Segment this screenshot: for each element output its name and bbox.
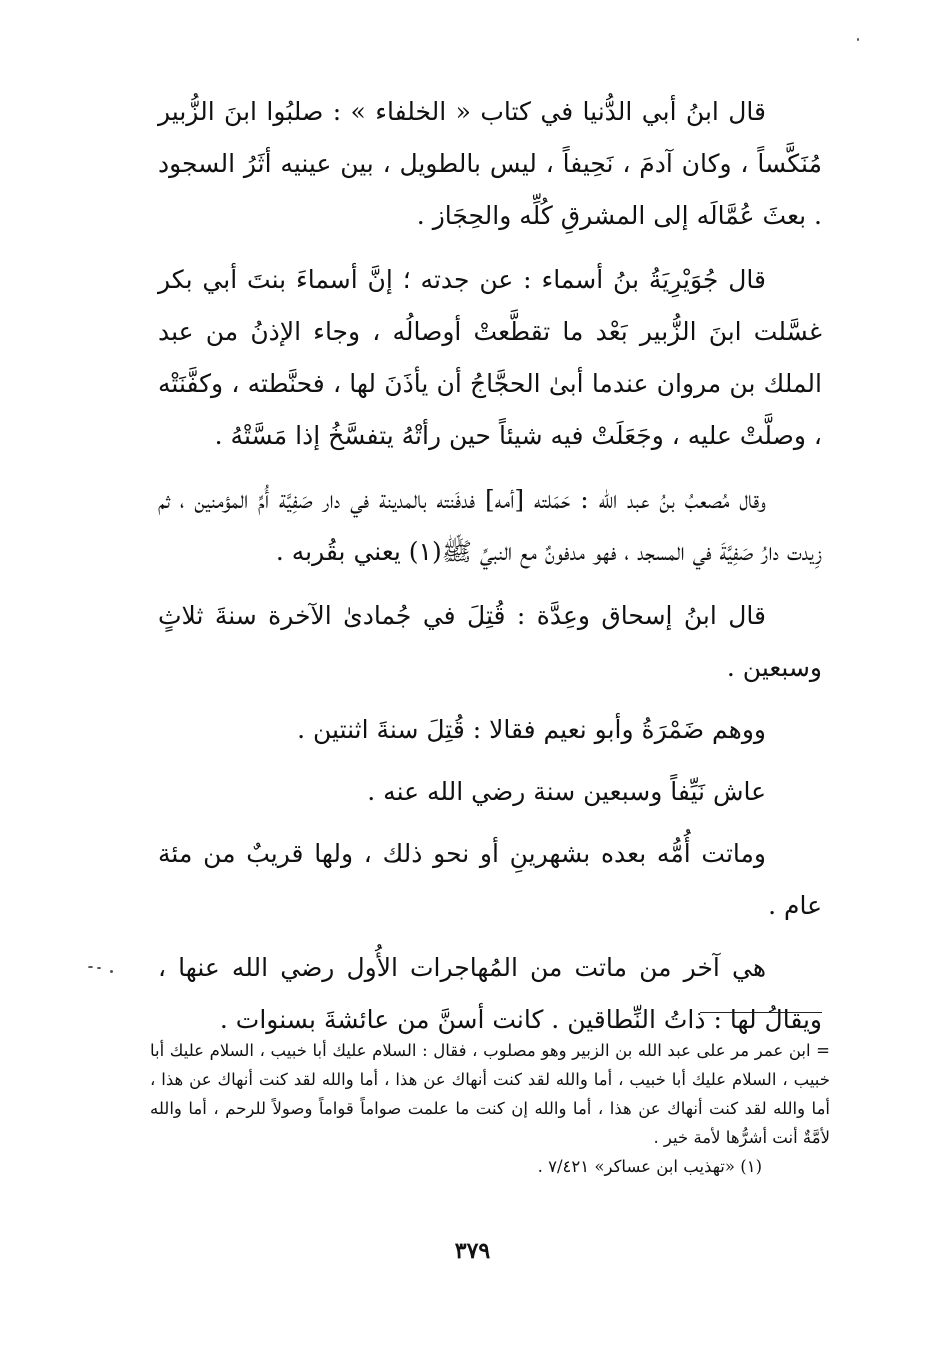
- paragraph-asma: هي آخر من ماتت من المُهاجرات الأُول رضي الله عنها ، ويقالُ لها : ذاتُ النِّطاقين . كانت أسنَّ من عائشةَ بسنوات .: [158, 953, 822, 1034]
- footnote-continuation: = ابن عمر مر على عبد الله بن الزبير وهو مصلوب ، فقال : السلام عليك أبا خبيب ، السلام عليك أبا خبيب ، السلام عليك أبا خبيب ، أما والله لقد كنت أنهاك عن هذا ، أما والله لقد كنت أنهاك عن هذا ، أما والله لقد كنت أنهاك عن هذا ، أما والله إن كنت ما علمت صواماً قواماً وصولاً للرحم ، أما والله لأمَّةٌ أنت أشرُّها لأمة خير .: [150, 1041, 830, 1147]
- paragraph-juwayriya: قال جُوَيْرِيَةُ بنُ أسماء : عن جدته ؛ إنَّ أسماءَ بنتَ أبي بكر غسَّلت ابنَ الزُّبير بَعْد ما تقطَّعتْ أوصالُه ، وجاء الإذنُ من عبد الملك بن مروان عندما أبىٰ الحجَّاجُ أن يأذَنَ لها ، فحنَّطته ، وكفَّنَتْه ، وصلَّتْ عليه ، وجَعَلَتْ فيه شيئاً حين رأتْهُ يتفسَّخُ إذا مَسَّتْهُ .: [158, 265, 822, 450]
- footnotes: [150, 1036, 830, 1181]
- scan-speck: [857, 38, 859, 41]
- paragraph-ibn-ishaq: قال ابنُ إسحاق وعِدَّة : قُتِلَ في جُمادىٰ الآخرة سنةَ ثلاثٍ وسبعين .: [158, 601, 822, 682]
- footnote-divider: [700, 1012, 822, 1013]
- paragraph-ibn-abi-dunya: قال ابنُ أبي الدُّنيا في كتاب « الخلفاء » : صلبُوا ابنَ الزُّبير مُنَكَّساً ، وكان آدمَ ، نَحِيفاً ، ليس بالطويل ، بين عينيه أثَرُ السجود . بعثَ عُمَّالَه إلى المشرقِ كُلِّه والحِجَاز .: [158, 97, 822, 230]
- paragraph-mother-death: وماتت أُمُّه بعده بشهرينِ أو نحو ذلك ، ولها قريبٌ من مئة عام .: [158, 839, 822, 920]
- scan-speck: [97, 967, 101, 969]
- paragraph-lifespan: عاش نَيِّفاً وسبعين سنة رضي الله عنه .: [367, 777, 766, 806]
- page-number: ٣٧٩: [454, 1238, 491, 1264]
- scan-speck: [88, 966, 93, 968]
- main-text: [158, 86, 822, 1056]
- scan-speck: [110, 970, 113, 973]
- paragraph-musab: وقال مُصعبُ بنُ عبد الله : حَمَلته [أمه] فدفَنته بالمدينة في دار صَفِيَّة أُمِّ المؤمنين ، ثم زِيدت دارُ صَفِيَّةَ في المسجد ، فهو مدفونٌ مع النبيِّ ﷺ(١) يعني بقُربه .: [158, 485, 822, 566]
- footnote-1: (١) «تهذيب ابن عساكر» ٧/٤٢١ .: [537, 1157, 762, 1176]
- paragraph-damra: ووهم ضَمْرَةُ وأبو نعيم فقالا : قُتِلَ سنةَ اثنتين .: [297, 715, 766, 744]
